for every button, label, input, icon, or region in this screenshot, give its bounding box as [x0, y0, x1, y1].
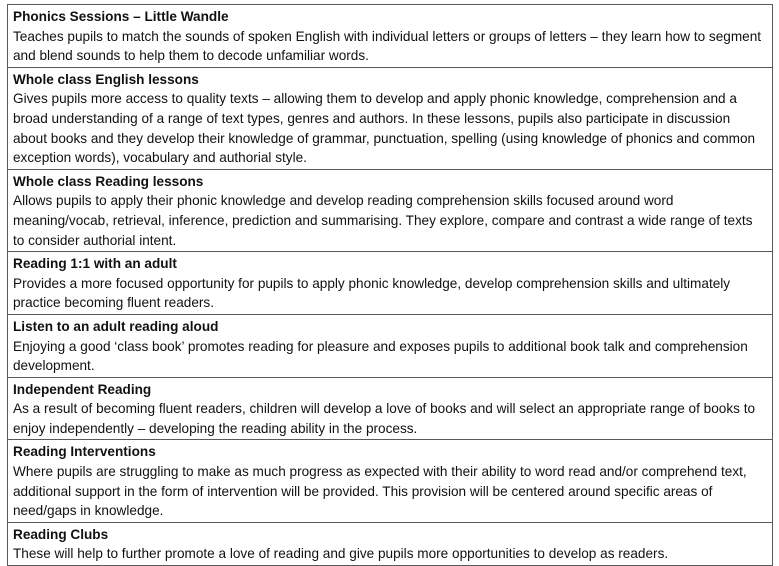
reading-provision-table: [7, 4, 773, 566]
table-row-reading-one-to-one: [8, 251, 772, 314]
row-description: Where pupils are struggling to make as much progress as expected with their ability to word read and/or comprehend text, additional support in the form of intervention will be provided. This provision will be centered around specific areas of need/gaps in knowledge.: [13, 464, 747, 519]
row-title: Listen to an adult reading aloud: [13, 318, 219, 334]
row-title: Reading Clubs: [13, 526, 109, 542]
table-row-reading-interventions: [8, 439, 772, 521]
table-row-whole-class-english: [8, 67, 772, 169]
row-title: Whole class English lessons: [13, 71, 199, 87]
row-title: Whole class Reading lessons: [13, 173, 204, 189]
row-description: Enjoying a good ‘class book’ promotes reading for pleasure and exposes pupils to additional book talk and comprehension development.: [13, 338, 748, 374]
row-title: Reading Interventions: [13, 444, 156, 460]
table-row-whole-class-reading: [8, 169, 772, 251]
row-description: Allows pupils to apply their phonic knowledge and develop reading comprehension skills focused around word meaning/vocab, retrieval, inference, prediction and summarising. They explore, compare and contrast a wide range of texts to consider authorial intent.: [13, 193, 753, 248]
table-row-listen-to-adult: [8, 314, 772, 377]
row-description: Teaches pupils to match the sounds of spoken English with individual letters or groups of letters – they learn how to segment and blend sounds to help them to decode unfamiliar words.: [13, 28, 762, 64]
row-title: Reading 1:1 with an adult: [13, 256, 177, 272]
table-row-reading-clubs: [8, 522, 772, 565]
row-description: These will help to further promote a love of reading and give pupils more opportunities to develop as readers.: [13, 546, 669, 562]
row-title: Phonics Sessions – Little Wandle: [13, 9, 229, 24]
row-description: Gives pupils more access to quality texts – allowing them to develop and apply phonic knowledge, comprehension and a broad understanding of a range of text types, genres and authors. In these lessons, pupils also participate in discussion about books and they develop their knowledge of grammar, punctuation, spelling (using knowledge of phonics and common exception words), vocabulary and authorial style.: [13, 91, 756, 166]
row-title: Independent Reading: [13, 381, 152, 397]
table-row-phonics-sessions: [8, 5, 772, 67]
row-description: As a result of becoming fluent readers, children will develop a love of books and will select an appropriate range of books to enjoy independently – developing the reading ability in the process.: [13, 401, 756, 436]
row-description: Provides a more focused opportunity for pupils to apply phonic knowledge, develop comprehension skills and ultimately practice becoming fluent readers.: [13, 275, 731, 311]
table-row-independent-reading: [8, 377, 772, 440]
